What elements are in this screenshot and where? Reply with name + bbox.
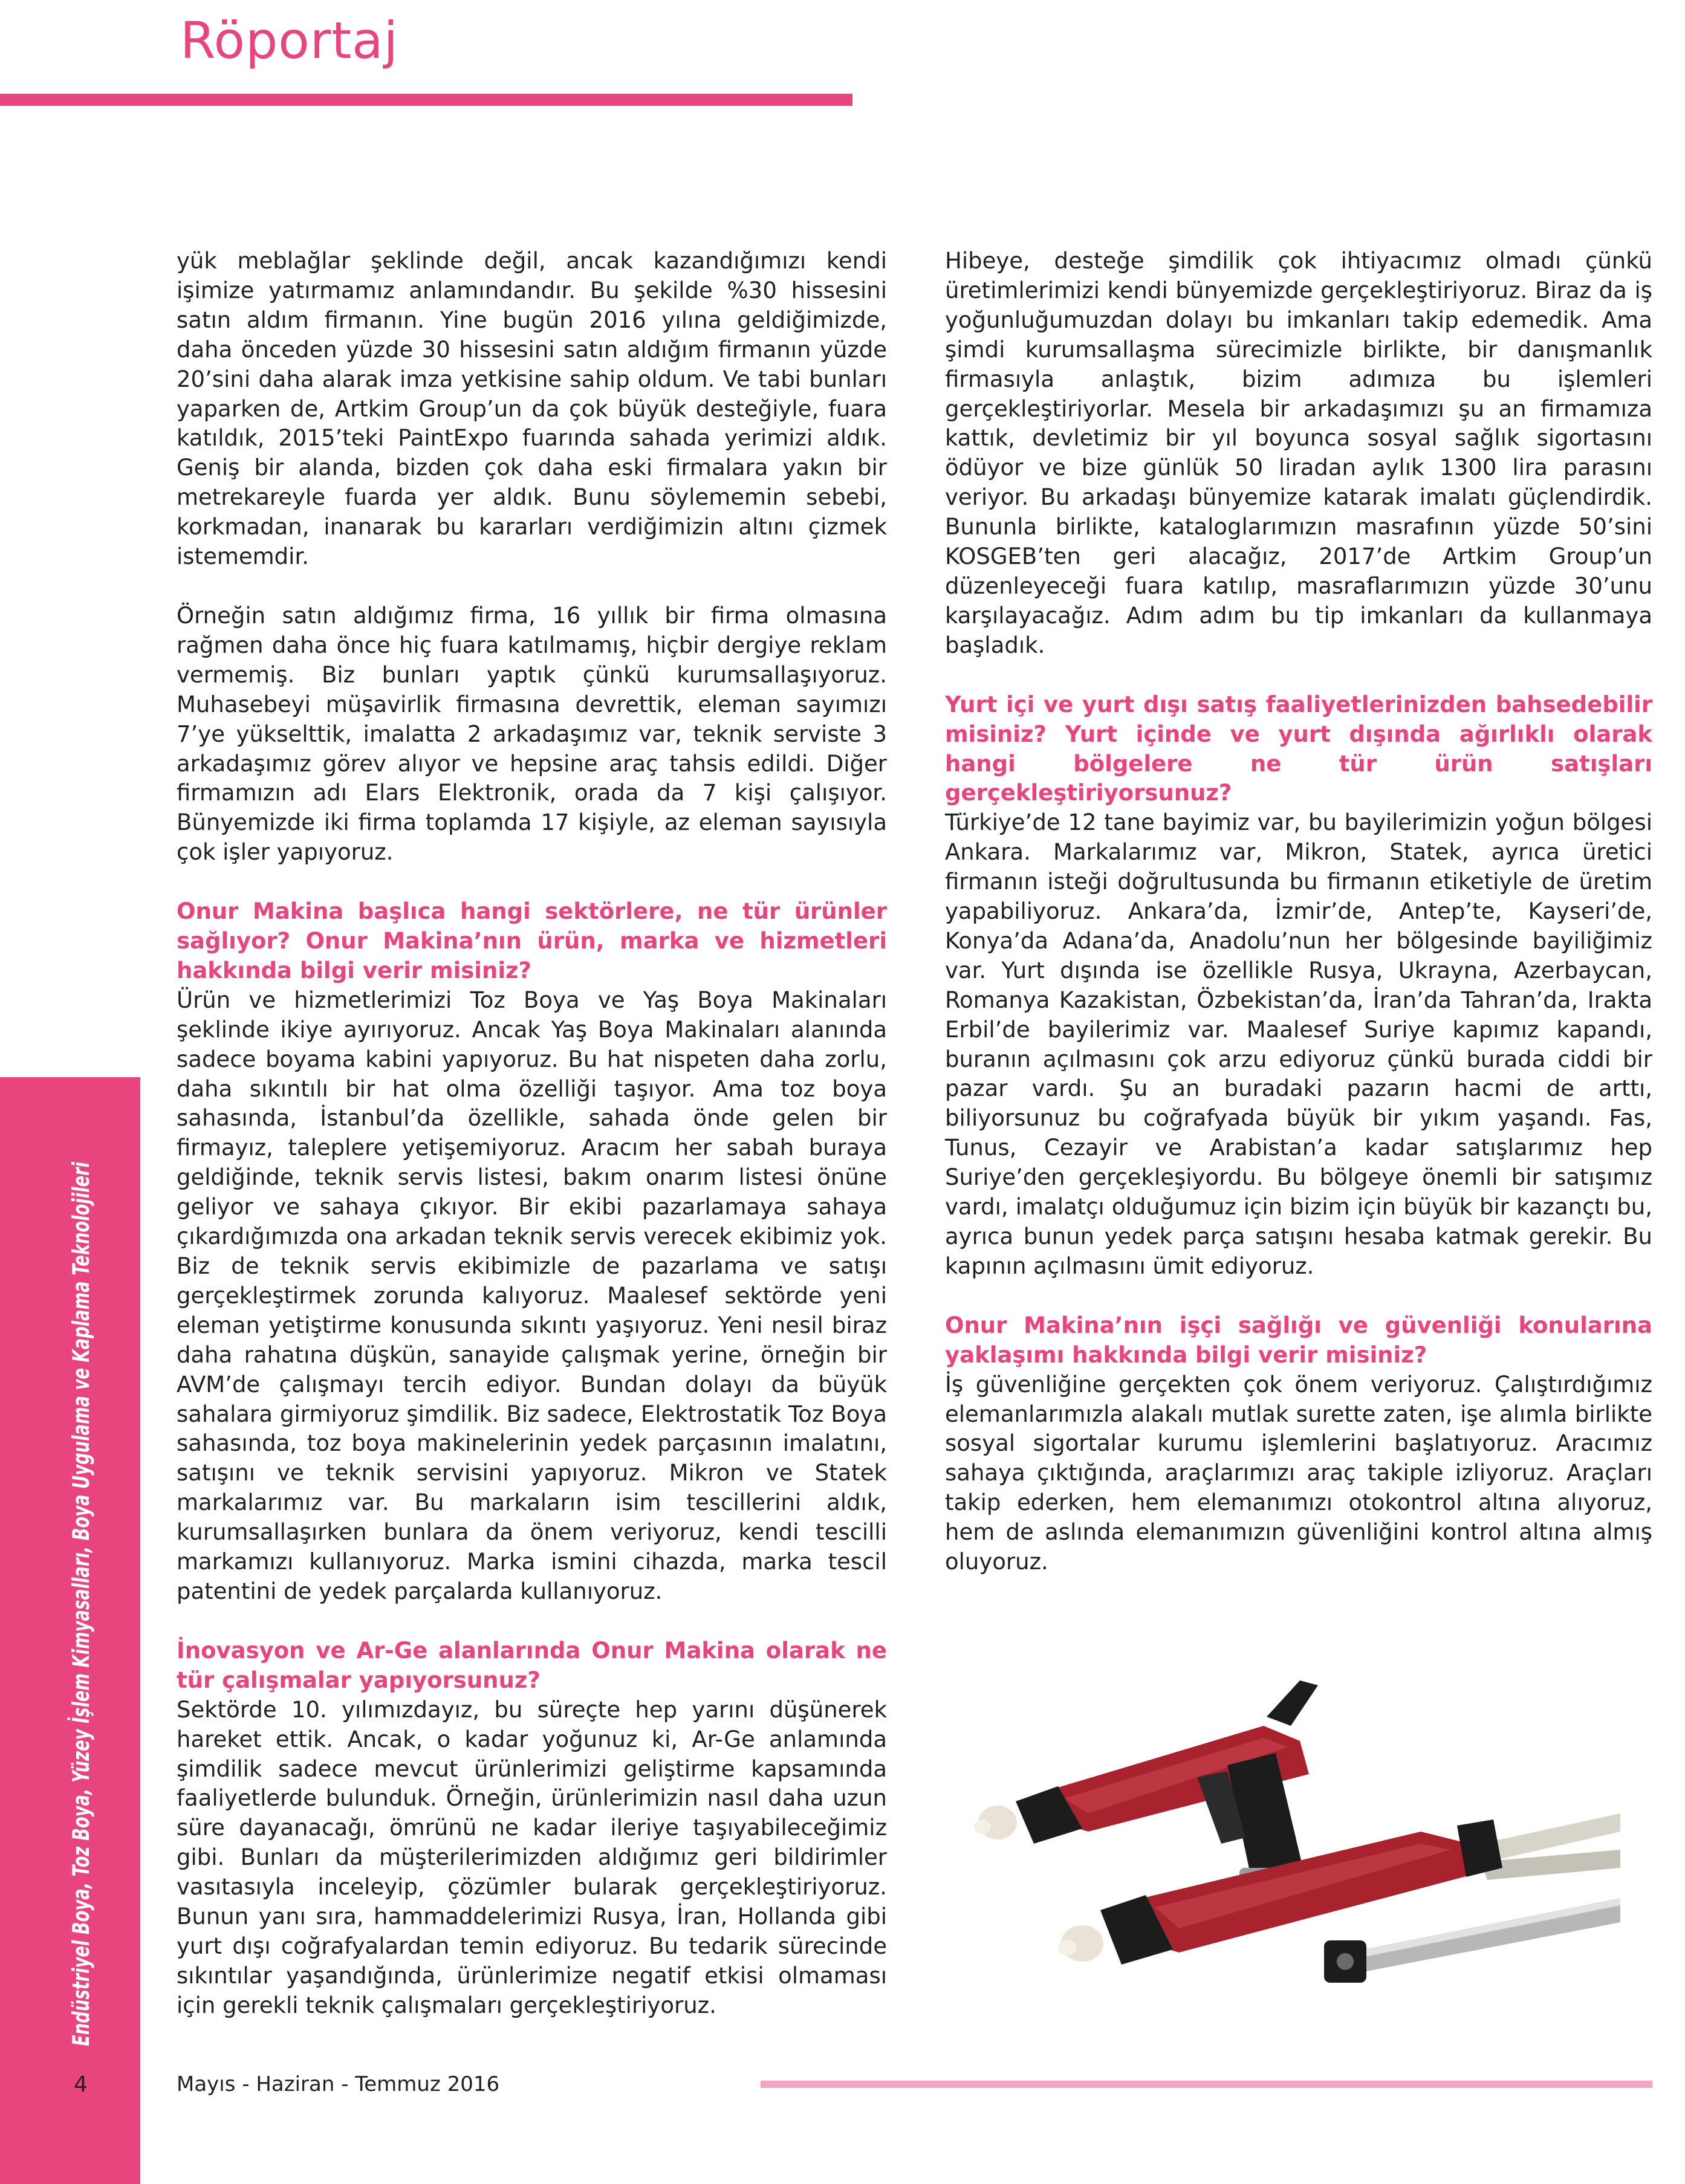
paragraph: Hibeye, desteğe şimdilik çok ihtiyacımız olmadı çünkü üretimlerimizi kendi bünyemizde gerçekleştiriyoruz. Biraz da iş yoğunluğumuzdan dolayı bu imkanları takip edemedik. Ama şimdi kurumsallaşma sürecimizle birlikte, bir danışmanlık firmasıyla anlaştık, bizim adımıza bu işlemleri gerçekleştiriyorlar. Mesela bir arkadaşımızı şu an firmamıza kattık, devletimiz bir yıl boyunca sosyal sağlık sigortasını ödüyor ve bize günlük 50 liradan aylık 1300 lira parasını veriyor. Bu arkadaşı bünyemize katarak imalatı güçlendirdik. Bununla birlikte, kataloglarımızın masrafının yüzde 50’sini KOSGEB’ten geri alacağız, 2017’de Artkim Group’un düzenleyeceği fuara katılıp, masraflarımızın yüzde 30’unu karşılayacağız. Adım adım bu tip imkanları da kullanmaya başladık. [945,248,1652,658]
question-heading: Onur Makina’nın işçi sağlığı ve güvenliği konularına yaklaşımı hakkında bilgi verir misiniz? [945,1312,1652,1368]
answer-paragraph: Türkiye’de 12 tane bayimiz var, bu bayilerimizin yoğun bölgesi Ankara. Markalarımız var, Mikron, Statek, ayrıca üretici firmanın isteği doğrultusunda bu firmanın etiketiyle de üretim yapabiliyoruz. Ankara’da, İzmir’de, Antep’te, Kayseri’de, Konya’da Adana’da, Anadolu’nun her bölgesinde bayiliğimiz var. Yurt dışında ise özellikle Rusya, Ukrayna, Azerbaycan, Romanya Kazakistan, Özbekistan’da, İran’da Tahran’da, Irakta Erbil’de bayilerimiz var. Maalesef Suriye kapımız kapandı, buranın açılmasını çok arzu ediyoruz çünkü burada ciddi bir pazar vardı. Şu an buradaki pazarın hacmi de arttı, biliyorsunuz bu coğrafyada büyük bir yıkım yaşandı. Fas, Tunus, Cezayir ve Arabistan’a kadar satışlarımız hep Suriye’den gerçekleşiyordu. Bu bölgeye önemli bir satışımız vardı, imalatçı olduğumuz için bizim için büyük bir kazançtı bu, ayrıca bunun yedek parça satışını hesaba katmak gerekir. Bu kapının açılmasını ümit ediyoruz. [945,809,1652,1279]
right-column [945,247,1652,1577]
question-heading: Yurt içi ve yurt dışı satış faaliyetlerinizden bahsedebilir misiniz? Yurt içinde ve yurt dışında ağırlıklı olarak hangi bölgelere ne tür ürün satışları gerçekleştiriyorsunuz? [945,691,1652,806]
question-heading: Onur Makina başlıca hangi sektörlere, ne tür ürünler sağlıyor? Onur Makina’nın ürün, marka ve hizmetleri hakkında bilgi verir misiniz? [177,898,887,983]
issue-date: Mayıs - Haziran - Temmuz 2016 [177,2072,500,2096]
paragraph: Örneğin satın aldığımız firma, 16 yıllık bir firma olmasına rağmen daha önce hiç fuara katılmamış, hiçbir dergiye reklam vermemiş. Biz bunları yaptık çünkü kurumsallaşıyoruz. Muhasebeyi müşavirlik firmasına devrettik, eleman sayımızı 7’ye yükselttik, imalatta 2 arkadaşımız var, teknik serviste 3 arkadaşımız görev alıyor ve hepsine araç tahsis edildi. Diğer firmamızın adı Elars Elektronik, orada da 7 kişi çalışıyor. Bünyemizde iki firma toplamda 17 kişiyle, az eleman sayısıyla çok işler yapıyoruz. [177,602,887,866]
spray-gun-lower [1058,1813,1620,1983]
question-heading: İnovasyon ve Ar-Ge alanlarında Onur Makina olarak ne tür çalışmalar yapıyorsunuz? [177,1637,887,1693]
left-column [177,247,887,2021]
footer-rule [761,2081,1652,2088]
answer-paragraph: Ürün ve hizmetlerimizi Toz Boya ve Yaş Boya Makinaları şeklinde ikiye ayırıyoruz. Ancak Yaş Boya Makinaları alanında sadece boyama kabini yapıyoruz. Bu hat nispeten daha zorlu, daha sıkıntılı bir hat olma özelliği taşıyor. Ama toz boya sahasında, İstanbul’da özellikle, sahada önde gelen bir firmayız, taleplere yetişemiyoruz. Aracım her sabah buraya geldiğinde, teknik servis listesi, bakım onarım listesi önüne geliyor ve sahaya çıkıyor. Bir ekibi pazarlamaya sahaya çıkardığımızda ona arkadan teknik servis verecek ekibimiz yok. Biz de teknik servis ekibimizle de pazarlama ve satışı gerçekleştirmek zorunda kalıyoruz. Maalesef sektörde yeni eleman yetiştirme konusunda sıkıntı yaşıyoruz. Yeni nesil biraz daha rahatına düşkün, sanayide çalışmak yerine, örneğin bir AVM’de çalışmayı tercih ediyor. Bundan dolayı da büyük sahalara girmiyoruz şimdilik. Biz sadece, Elektrostatik Toz Boya sahasında, toz boya makinelerinin yedek parçasının imalatını, satışını ve teknik servisini yapıyoruz. Mikron ve Statek markalarımız var. Bu markaların isim tescillerini aldık, kurumsallaşırken bunlara da önem veriyoruz, kendi tescilli markamızı kullanıyoruz. Marka ismini cihazda, marka tescil patentini de yedek parçalarda kullanıyoruz. [177,987,887,1604]
page-title: Röportaj [180,11,398,70]
page-number: 4 [74,2072,88,2097]
title-underline [0,94,852,106]
sidebar-vertical-text: Endüstriyel Boya, Toz Boya, Yüzey İşlem Kimyasalları, Boya Uygulama ve Kaplama Teknolojileri [68,1162,94,2046]
answer-paragraph: Sektörde 10. yılımızdayız, bu süreçte hep yarını düşünerek hareket ettik. Ancak, o kadar yoğunuz ki, Ar-Ge anlamında şimdilik sadece mevcut ürünlerimizi geliştirme kapsamında faaliyetlerde bulunduk. Örneğin, ürünlerimizin nasıl daha uzun süre dayanacağı, ömrünü ne kadar ileriye taşıyabileceğimiz gibi. Bunları da müşterilerimizden aldığımız geri bildirimler vasıtasıyla inceleyip, çözümler bularak gerçekleştiriyoruz. Bunun yanı sıra, hammaddelerimizi Rusya, İran, Hollanda gibi yurt dışı coğrafyalardan temin ediyoruz. Bu tedarik sürecinde sıkıntılar yaşandığında, ürünlerimize negatif etkisi olmaması için gerekli teknik çalışmaları gerçekleştiriyoruz. [177,1696,887,2018]
spray-gun-product-image [961,1668,1620,2007]
answer-paragraph: İş güvenliğine gerçekten çok önem veriyoruz. Çalıştırdığımız elemanlarımızla alakalı mutlak surette zaten, işe alımla birlikte sosyal sigortalar kurumu işlemlerini başlatıyoruz. Aracımız sahaya çıktığında, araçlarımızı araç takiple izliyoruz. Araçları takip ederken, hem elemanımızı otokontrol altına alıyoruz, hem de aslında elemanımızın güvenliğini kontrol altına almış oluyoruz. [945,1371,1652,1575]
paragraph: yük meblağlar şeklinde değil, ancak kazandığımızı kendi işimize yatırmamız anlamındandır. Bu şekilde %30 hissesini satın aldım firmanın. Yine bugün 2016 yılına geldiğimizde, daha önceden yüzde 30 hissesini satın aldığım firmanın yüzde 20’sini daha alarak imza yetkisine sahip oldum. Ve tabi bunları yaparken de, Artkim Group’un da çok büyük desteğiyle, fuara katıldık, 2015’teki PaintExpo fuarında sahada yerimizi aldık. Geniş bir alanda, bizden çok daha eski firmalara yakın bir metrekareyle fuarda yer aldık. Bunu söylememin sebebi, korkmadan, inanarak bu kararları verdiğimizin altını çizmek istememdir. [177,248,887,570]
